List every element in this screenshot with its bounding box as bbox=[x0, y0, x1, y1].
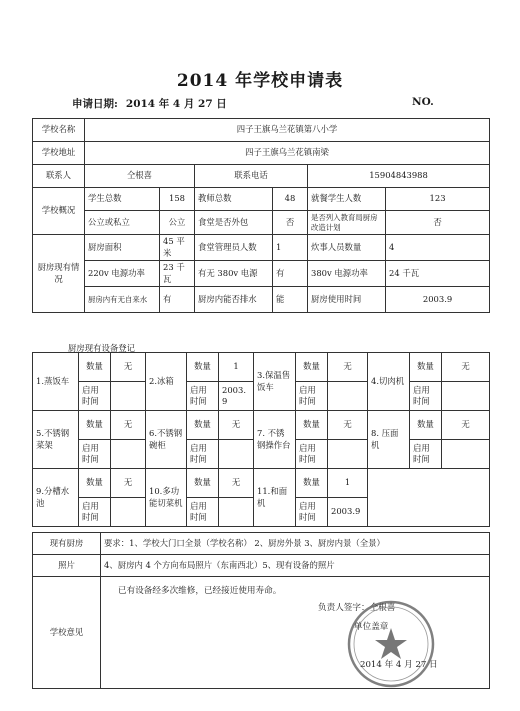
signer-label: 负责人签字： bbox=[318, 603, 370, 613]
school-info-table bbox=[32, 118, 490, 313]
school-address-value: 四子王旗乌兰花镇南梁 bbox=[85, 142, 490, 165]
outsourced-label: 食堂是否外包 bbox=[195, 211, 273, 235]
cooks-label: 炊事人员数量 bbox=[308, 235, 386, 261]
equipment-qty-label: 数量 bbox=[79, 411, 111, 440]
drainage-label: 厨房内能否排水 bbox=[195, 287, 273, 313]
has380-label: 有无 380v 电源 bbox=[195, 261, 273, 287]
tapwater-label: 厨房内有无自来水 bbox=[85, 287, 160, 313]
opinion-text: 已有设备经多次维修，已经接近使用寿命。 bbox=[118, 586, 282, 596]
power220-label: 220v 电源功率 bbox=[85, 261, 160, 287]
cooks-value: 4 bbox=[386, 235, 490, 261]
equipment-qty-label: 数量 bbox=[79, 469, 111, 498]
kitchen-since-label: 厨房使用时间 bbox=[308, 287, 386, 313]
equipment-qty-label: 数量 bbox=[79, 353, 111, 382]
equipment-qty-value: 1 bbox=[219, 353, 254, 382]
phone-label: 联系电话 bbox=[195, 165, 308, 188]
equipment-qty-row bbox=[33, 469, 490, 498]
equipment-name: 10.多功能切菜机 bbox=[146, 469, 187, 527]
sign-date: 2014 年 4 月 27 日 bbox=[360, 660, 438, 670]
equipment-start-label: 启用时间 bbox=[410, 440, 442, 469]
teachers-value: 48 bbox=[273, 188, 308, 211]
kitchen-since-value: 2003.9 bbox=[386, 287, 490, 313]
photos-label-2: 照片 bbox=[33, 555, 101, 577]
canteen-managers-label: 食堂管理员人数 bbox=[195, 235, 273, 261]
official-seal-icon bbox=[345, 598, 437, 690]
unit-stamp-label: 单位盖章 bbox=[354, 622, 389, 632]
school-name-value: 四子王旗乌兰花镇第八小学 bbox=[85, 119, 490, 142]
equipment-qty-label: 数量 bbox=[296, 411, 328, 440]
equipment-name: 5.不锈钢菜架 bbox=[33, 411, 79, 469]
form-title: 2014 年学校申请表 bbox=[176, 71, 344, 91]
students-label: 学生总数 bbox=[85, 188, 160, 211]
equipment-start-label: 启用时间 bbox=[410, 382, 442, 411]
equipment-start-value bbox=[328, 382, 368, 411]
equipment-name: 11.和面机 bbox=[254, 469, 296, 527]
canteen-managers-value: 1 bbox=[273, 235, 308, 261]
equipment-start-label: 启用时间 bbox=[187, 382, 219, 411]
overview-label: 学校概况 bbox=[33, 188, 85, 235]
application-date bbox=[72, 96, 227, 111]
equipment-qty-label: 数量 bbox=[410, 353, 442, 382]
equipment-name: 9.分槽水池 bbox=[33, 469, 79, 527]
equipment-start-label: 启用时间 bbox=[296, 440, 328, 469]
kitchen-status-label: 厨房现有情况 bbox=[33, 235, 85, 313]
photos-requirement-2: 4、厨房内 4 个方向布局照片（东南西北）5、现有设备的照片 bbox=[101, 555, 490, 577]
diners-label: 就餐学生人数 bbox=[308, 188, 386, 211]
equipment-start-value bbox=[442, 440, 490, 469]
equipment-qty-value: 无 bbox=[442, 353, 490, 382]
equipment-qty-label: 数量 bbox=[187, 353, 219, 382]
renovation-label: 是否列入教育局厨房改造计划 bbox=[308, 211, 386, 235]
equipment-caption: 厨房现有设备登记 bbox=[68, 343, 135, 353]
drainage-value: 能 bbox=[273, 287, 308, 313]
equipment-name: 3.保温售饭车 bbox=[254, 353, 296, 411]
equipment-qty-value: 无 bbox=[111, 411, 146, 440]
equipment-table bbox=[32, 352, 490, 527]
phone-value: 15904843988 bbox=[308, 165, 490, 188]
kitchen-area-value: 45 平米 bbox=[160, 235, 195, 261]
outsourced-value: 否 bbox=[273, 211, 308, 235]
power380-label: 380v 电源功率 bbox=[308, 261, 386, 287]
equipment-start-label: 启用时间 bbox=[296, 382, 328, 411]
school-name-label: 学校名称 bbox=[33, 119, 85, 142]
equipment-start-label: 启用时间 bbox=[296, 498, 328, 527]
equipment-start-value: 2003.9 bbox=[219, 382, 254, 411]
equipment-qty-value: 无 bbox=[111, 353, 146, 382]
equipment-start-value bbox=[219, 498, 254, 527]
teachers-label: 教师总数 bbox=[195, 188, 273, 211]
equipment-start-value bbox=[111, 440, 146, 469]
diners-value: 123 bbox=[386, 188, 490, 211]
equipment-qty-label: 数量 bbox=[187, 469, 219, 498]
school-address-label: 学校地址 bbox=[33, 142, 85, 165]
has380-value: 有 bbox=[273, 261, 308, 287]
equipment-start-label: 启用时间 bbox=[79, 498, 111, 527]
equipment-name: 8. 压面机 bbox=[368, 411, 410, 469]
equipment-start-value bbox=[442, 382, 490, 411]
kitchen-area-label: 厨房面积 bbox=[85, 235, 160, 261]
equipment-start-label: 启用时间 bbox=[79, 382, 111, 411]
equipment-qty-value: 无 bbox=[111, 469, 146, 498]
public-private-label: 公立或私立 bbox=[85, 211, 160, 235]
equipment-start-value bbox=[111, 382, 146, 411]
equipment-name: 1.蒸饭车 bbox=[33, 353, 79, 411]
equipment-start-value bbox=[111, 498, 146, 527]
renovation-value: 否 bbox=[386, 211, 490, 235]
equipment-start-value bbox=[328, 440, 368, 469]
power380-value: 24 千瓦 bbox=[386, 261, 490, 287]
equipment-qty-value: 无 bbox=[442, 411, 490, 440]
students-value: 158 bbox=[160, 188, 195, 211]
equipment-qty-row bbox=[33, 411, 490, 440]
equipment-start-value: 2003.9 bbox=[328, 498, 368, 527]
tapwater-value: 有 bbox=[160, 287, 195, 313]
equipment-qty-value: 无 bbox=[219, 469, 254, 498]
signer-name: 仝根喜 bbox=[369, 603, 396, 613]
photos-label-1: 现有厨房 bbox=[33, 533, 101, 555]
equipment-qty-label: 数量 bbox=[410, 411, 442, 440]
equipment-start-label: 启用时间 bbox=[187, 498, 219, 527]
equipment-qty-label: 数量 bbox=[187, 411, 219, 440]
contact-label: 联系人 bbox=[33, 165, 85, 188]
contact-name: 仝根喜 bbox=[85, 165, 195, 188]
equipment-start-value bbox=[219, 440, 254, 469]
equipment-start-label: 启用时间 bbox=[187, 440, 219, 469]
equipment-qty-value: 无 bbox=[328, 353, 368, 382]
equipment-qty-label: 数量 bbox=[296, 469, 328, 498]
power220-value: 23 千瓦 bbox=[160, 261, 195, 287]
equipment-qty-value: 无 bbox=[219, 411, 254, 440]
equipment-qty-row bbox=[33, 353, 490, 382]
equipment-name: 2.冰箱 bbox=[146, 353, 187, 411]
application-date-label: 申请日期: bbox=[72, 98, 118, 110]
equipment-qty-value: 无 bbox=[328, 411, 368, 440]
public-private-value: 公立 bbox=[160, 211, 195, 235]
photos-requirement-1: 要求：1、学校大门口全景（学校名称） 2、厨房外景 3、厨房内景（全景） bbox=[101, 533, 490, 555]
equipment-empty-cell bbox=[368, 469, 490, 527]
equipment-start-label: 启用时间 bbox=[79, 440, 111, 469]
equipment-name: 6.不锈钢碗柜 bbox=[146, 411, 187, 469]
form-number-label: NO. bbox=[412, 96, 434, 108]
opinion-label: 学校意见 bbox=[33, 577, 101, 689]
application-date-value: 2014 年 4 月 27 日 bbox=[125, 98, 227, 110]
equipment-name: 7. 不锈钢操作台 bbox=[254, 411, 296, 469]
equipment-name: 4.切肉机 bbox=[368, 353, 410, 411]
equipment-qty-value: 1 bbox=[328, 469, 368, 498]
equipment-qty-label: 数量 bbox=[296, 353, 328, 382]
